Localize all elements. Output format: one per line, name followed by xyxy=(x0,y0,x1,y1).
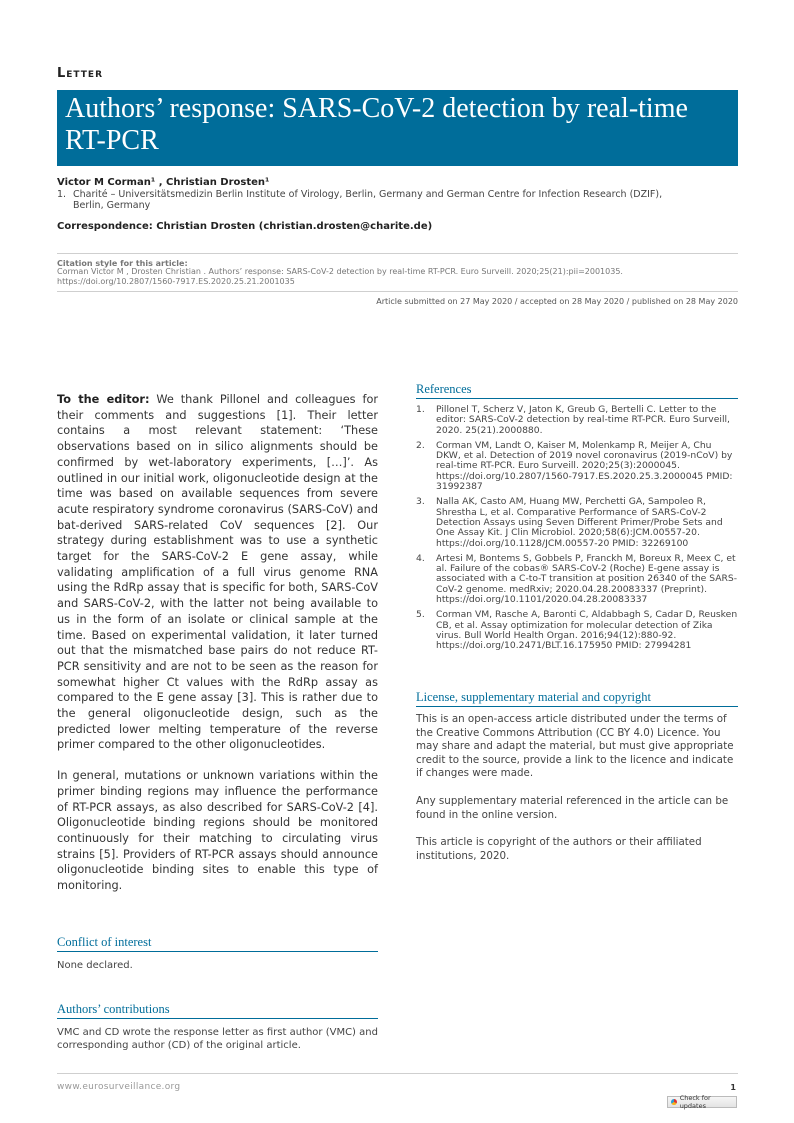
reference-text: Nalla AK, Casto AM, Huang MW, Perchetti GA, Sampoleo R, Shrestha L, et al. Comparative Performance of SARS-CoV-2 Detection Assays using Seven Different Primer/Probe Sets and One Assay Kit. J Clin Microbiol. 2020;58(6):JCM.00557-20. https://doi.org/10.1128/JCM.00557-20 PMID: 32269100 xyxy=(436,496,723,549)
citation-text: Corman Victor M , Drosten Christian . Authors’ response: SARS-CoV-2 detection by real-time RT-PCR. Euro Surveill. 2020;25(21):pii=2001035. https://doi.org/10.2807/1560-7917.ES.2020.25.21.2001035 xyxy=(57,267,623,286)
body-paragraph-1-text: We thank Pillonel and colleagues for their comments and suggestions [1]. Their letter contains a most relevant statement: ‘These observations based on in silico alignments should be confirmed by wet-laboratory experiments, […]’. As outlined in our initial work, oligonucleotide design at the time was based on available sequences from severe acute respiratory syndrome coronavirus (SARS-CoV) and bat-derived SARS-related CoV sequences [2]. Our strategy during establishment was to use a synthetic target for the SARS-CoV-2 E gene assay, while validating amplification of a full virus genome RNA using the RdRp assay that is specific for both, SARS-CoV and SARS-CoV-2, with the latter not being available to us in the form of an isolate or clinical sample at the time. Based on experimental validation, it later turned out that the mismatched base pairs do not reduce RT-PCR sensitivity and are not to be seen as the reason for somewhat higher Ct values with the RdRp assay as compared to the E gene assay [3]. This is rather due to the general oligonucleotide design, such as the predicted lower melting temperature of the reverse primer compared to the other oligonucleotides. xyxy=(57,393,378,752)
references-heading: References xyxy=(416,382,738,399)
license-paragraph-1: This is an open-access article distributed under the terms of the Creative Commons Attribution (CC BY 4.0) Licence. You may share and adapt the material, but must give appropriate credit to the source, provide a link to the licence and indicate if changes were made. xyxy=(416,713,734,780)
reference-text: Corman VM, Rasche A, Baronti C, Aldabbagh S, Cadar D, Reusken CB, et al. Assay optimization for molecular detection of Zika virus. Bull World Health Organ. 2016;94(12):880-92. https://doi.org/10.2471/BLT.16.175950 PMID: 27994281 xyxy=(436,609,738,652)
reference-item xyxy=(416,554,738,605)
journal-url[interactable]: www.eurosurveillance.org xyxy=(57,1082,181,1092)
references-section xyxy=(416,382,738,657)
page-number: 1 xyxy=(730,1083,736,1092)
footer-divider xyxy=(57,1073,738,1074)
conflict-section xyxy=(57,935,378,972)
reference-number: 2. xyxy=(416,439,425,451)
reference-text: Artesi M, Bontems S, Gobbels P, Franckh M, Boreux R, Meex C, et al. Failure of the cobas® SARS-CoV-2 (Roche) E-gene assay is associated with a C-to-T transition at position 26340 of the SARS-CoV-2 genome. medRxiv; 2020.04.28.20083337 (Preprint). https://doi.org/10.1101/2020.04.28.20083337 xyxy=(436,552,738,606)
reference-number: 1. xyxy=(416,404,425,415)
reference-number: 5. xyxy=(416,609,425,621)
reference-number: 3. xyxy=(416,496,425,508)
license-paragraph-3: This article is copyright of the authors or their affiliated institutions, 2020. xyxy=(416,836,702,862)
reference-list xyxy=(416,405,738,652)
conflict-heading: Conflict of interest xyxy=(57,935,378,952)
author-list: Victor M Corman¹ , Christian Drosten¹ xyxy=(57,177,270,188)
reference-number: 4. xyxy=(416,552,425,564)
citation-heading: Citation style for this article: xyxy=(57,259,188,268)
salutation: To the editor: xyxy=(57,393,150,406)
license-section xyxy=(416,690,738,863)
article-title: Authors’ response: SARS-CoV-2 detection by real-time RT-PCR xyxy=(65,93,688,156)
submission-dates: Article submitted on 27 May 2020 / accepted on 28 May 2020 / published on 28 May 2020 xyxy=(376,297,738,306)
article-type-label: Letter xyxy=(57,66,103,81)
body-paragraph-2: In general, mutations or unknown variations within the primer binding regions may influence the performance of RT-PCR assays, as also described for SARS-CoV-2 [4]. Oligonucleotide binding regions should be monitored continuously for their matching to circulating virus strains [5]. Providers of RT-PCR assays should announce oligonucleotide binding sites to enable this type of monitoring. xyxy=(57,769,378,893)
reference-item xyxy=(416,610,738,651)
reference-text: Corman VM, Landt O, Kaiser M, Molenkamp R, Meijer A, Chu DKW, et al. Detection of 2019 novel coronavirus (2019-nCoV) by real-time RT-PCR. Euro Surveill. 2020;25(3):2000045. https://doi.org/10.2807/1560-7917.ES.2020.25.3.2000045 PMID: 31992387 xyxy=(436,439,733,493)
reference-item xyxy=(416,441,738,492)
license-paragraph-2: Any supplementary material referenced in the article can be found in the online version. xyxy=(416,794,729,821)
affiliation-line-1: Charité – Universitätsmedizin Berlin Institute of Virology, Berlin, Germany and German Centre for Infection Research (DZIF), xyxy=(73,189,663,200)
badge-label: Check for updates xyxy=(679,1094,711,1110)
check-for-updates-badge[interactable] xyxy=(667,1096,737,1108)
license-heading: License, supplementary material and copyright xyxy=(416,690,738,707)
contributions-heading: Authors’ contributions xyxy=(57,1002,378,1019)
reference-text: Pillonel T, Scherz V, Jaton K, Greub G, Bertelli C. Letter to the editor: SARS-CoV-2 detection by real-time RT-PCR. Euro Surveill, 2020. 25(21).2000880. xyxy=(436,404,730,436)
conflict-text: None declared. xyxy=(57,960,133,971)
reference-item xyxy=(416,497,738,548)
divider xyxy=(57,291,738,292)
affiliation-line-2: Berlin, Germany xyxy=(73,200,151,211)
crossmark-icon xyxy=(671,1099,677,1105)
correspondence: Correspondence: Christian Drosten (christian.drosten@charite.de) xyxy=(57,221,433,232)
contributions-section xyxy=(57,1002,378,1052)
affiliation-number: 1. xyxy=(57,189,67,200)
reference-item xyxy=(416,405,738,436)
affiliation xyxy=(57,189,747,211)
contributions-text: VMC and CD wrote the response letter as first author (VMC) and corresponding author (CD) of the original article. xyxy=(57,1027,378,1051)
divider xyxy=(57,253,738,254)
body-paragraph-1 xyxy=(57,392,378,753)
main-text-column xyxy=(57,392,378,894)
